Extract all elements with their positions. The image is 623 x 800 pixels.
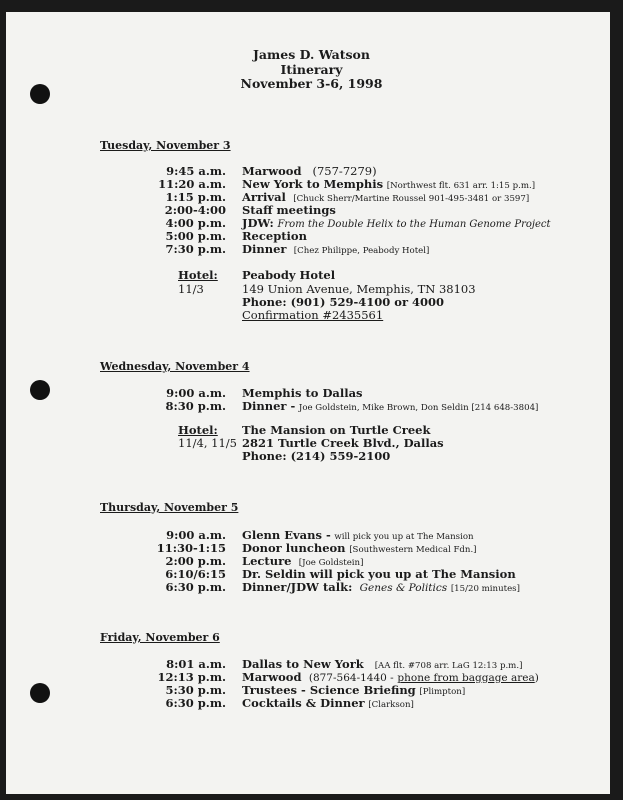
event-cell: Dr. Seldin will pick you up at The Mansion [242, 567, 516, 581]
hotel-dates: 11/4, 11/5 [178, 436, 237, 450]
binder-hole-bottom [30, 683, 50, 703]
event-cell: Glenn Evans - will pick you up at The Mansion [242, 528, 474, 542]
hotel-phone: Phone: (901) 529-4100 or 4000 [242, 295, 445, 309]
binder-hole-middle [30, 380, 50, 400]
section-title-thursday: Thursday, November 5 [100, 501, 239, 514]
time-cell: 11:30-1:15 [156, 541, 226, 555]
event-cell: Memphis to Dallas [242, 386, 363, 400]
hotel-address: 149 Union Avenue, Memphis, TN 38103 [242, 282, 476, 296]
time-cell: 5:00 p.m. [165, 229, 226, 243]
event-cell: Dinner/JDW talk: Genes & Politics [15/20 minutes] [242, 580, 520, 594]
hotel-confirmation: Confirmation #2435561 [242, 308, 384, 322]
event-cell: Arrival [Chuck Sherr/Martine Roussel 901-495-3481 or 3597] [242, 190, 530, 204]
section-title-tuesday: Tuesday, November 3 [100, 139, 231, 152]
time-cell: 7:30 p.m. [165, 242, 226, 256]
hotel-name: Peabody Hotel [242, 268, 336, 282]
time-cell: 9:00 a.m. [166, 386, 226, 400]
event-cell: Trustees - Science Briefing [Plimpton] [242, 683, 466, 697]
event-cell: Staff meetings [242, 203, 336, 217]
section-title-wednesday: Wednesday, November 4 [100, 360, 250, 373]
document-subtitle: Itinerary [280, 62, 343, 77]
time-cell: 1:15 p.m. [165, 190, 226, 204]
time-cell: 8:30 p.m. [165, 399, 226, 413]
time-cell: 4:00 p.m. [165, 216, 226, 230]
document-dates: November 3-6, 1998 [240, 76, 383, 91]
event-cell: Lecture [Joe Goldstein] [242, 554, 364, 568]
event-cell: Marwood (877-564-1440 - phone from baggage area) [242, 670, 539, 684]
hotel-label: Hotel: [178, 268, 218, 282]
hotel-name: The Mansion on Turtle Creek [242, 423, 431, 437]
time-cell: 6:30 p.m. [165, 696, 226, 710]
time-cell: 8:01 a.m. [166, 657, 226, 671]
event-cell: Donor luncheon [Southwestern Medical Fdn.] [242, 541, 477, 555]
hotel-label: Hotel: [178, 423, 218, 437]
event-cell: Marwood (757-7279) [242, 164, 377, 178]
hotel-dates: 11/3 [178, 282, 204, 296]
event-cell: JDW: From the Double Helix to the Human Genome Project [242, 216, 551, 230]
event-cell: Dallas to New York [AA flt. #708 arr. LaG 12:13 p.m.] [242, 657, 523, 671]
time-cell: 5:30 p.m. [165, 683, 226, 697]
section-title-friday: Friday, November 6 [100, 631, 220, 644]
time-cell: 12:13 p.m. [157, 670, 226, 684]
event-cell: Dinner [Chez Philippe, Peabody Hotel] [242, 242, 430, 256]
event-cell: New York to Memphis [Northwest flt. 631 arr. 1:15 p.m.] [242, 177, 536, 191]
document-name: James D. Watson [253, 47, 370, 62]
event-cell: Reception [242, 229, 307, 243]
time-cell: 9:45 a.m. [166, 164, 226, 178]
hotel-address: 2821 Turtle Creek Blvd., Dallas [242, 436, 444, 450]
time-cell: 11:20 a.m. [158, 177, 226, 191]
event-cell: Dinner - Joe Goldstein, Mike Brown, Don Seldin [214 648-3804] [242, 399, 539, 413]
event-cell: Cocktails & Dinner [Clarkson] [242, 696, 414, 710]
time-cell: 2:00-4:00 [164, 203, 226, 217]
hotel-phone: Phone: (214) 559-2100 [242, 449, 391, 463]
time-cell: 2:00 p.m. [165, 554, 226, 568]
time-cell: 6:30 p.m. [165, 580, 226, 594]
time-cell: 9:00 a.m. [166, 528, 226, 542]
time-cell: 6:10/6:15 [165, 567, 226, 581]
